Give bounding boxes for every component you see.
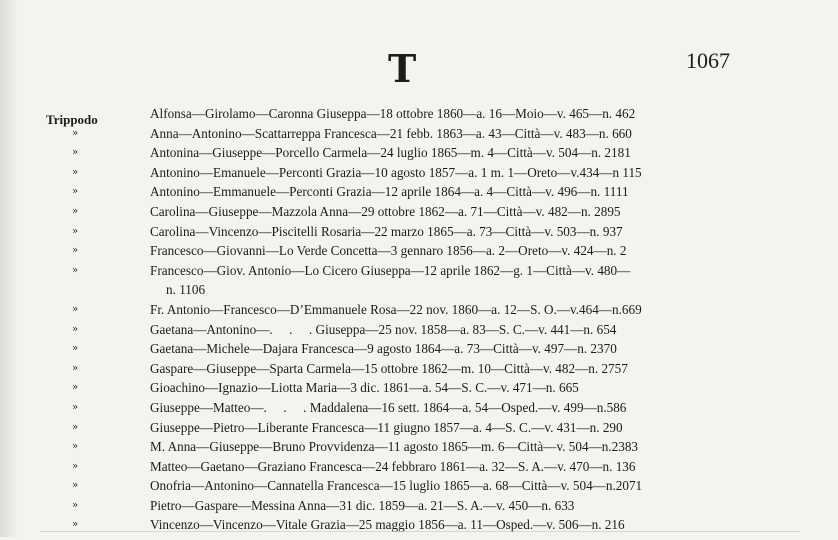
entry-text: Antonino—Emmanuele—Perconti Grazia—12 aprile 1864—a. 4—Città—v. 496—n. 1111 <box>150 184 629 200</box>
entry-list <box>0 104 838 535</box>
ditto-mark: » <box>72 362 79 374</box>
ditto-mark: » <box>72 480 79 492</box>
entry-text: M. Anna—Giuseppe—Bruno Provvidenza—11 agosto 1865—m. 6—Città—v. 504—n.2383 <box>150 439 639 455</box>
page-number: 1067 <box>686 48 730 73</box>
entry-text: Giuseppe—Pietro—Liberante Francesca—11 giugno 1857—a. 4—S. C.—v. 431—n. 290 <box>150 419 623 435</box>
ditto-mark: » <box>72 264 79 276</box>
list-item <box>0 418 838 438</box>
surname-heading: Trippodo <box>46 112 98 127</box>
ditto-mark: » <box>72 421 79 433</box>
entry-text: Carolina—Vincenzo—Piscitelli Rosaria—22 marzo 1865—a. 73—Città—v. 503—n. 937 <box>150 223 623 239</box>
entry-text: Gaetana—Michele—Dajara Francesca—9 agosto 1864—a. 73—Città—v. 497—n. 2370 <box>150 341 617 357</box>
entry-text: Gioachino—Ignazio—Liotta Maria—3 dic. 1861—a. 54—S. C.—v. 471—n. 665 <box>150 380 579 396</box>
list-item <box>0 104 838 124</box>
list-item <box>0 280 838 300</box>
list-item <box>0 202 838 222</box>
entry-text: Matteo—Gaetano—Graziano Francesca—24 febbraro 1861—a. 32—S. A.—v. 470—n. 136 <box>150 458 636 474</box>
list-item <box>0 320 838 340</box>
list-item <box>0 182 838 202</box>
list-item <box>0 378 838 398</box>
list-item <box>0 143 838 163</box>
entry-text: Alfonsa—Girolamo—Caronna Giuseppa—18 ottobre 1860—a. 16—Moio—v. 465—n. 462 <box>150 106 636 121</box>
list-item <box>0 163 838 183</box>
entry-text: Onofria—Antonino—Cannatella Francesca—15 luglio 1865—a. 68—Città—v. 504—n.2071 <box>150 478 643 494</box>
entry-text: Antonino—Emanuele—Perconti Grazia—10 agosto 1857—a. 1 m. 1—Oreto—v.434—n 115 <box>150 164 642 180</box>
list-item <box>0 457 838 477</box>
list-item <box>0 222 838 242</box>
ditto-mark: » <box>72 186 79 198</box>
entry-text: Francesco—Giov. Antonio—Lo Cicero Giuseppa—12 aprile 1862—g. 1—Città—v. 480— <box>150 262 631 278</box>
list-item <box>0 437 838 457</box>
section-letter: T <box>388 46 416 91</box>
entry-text: Gaspare—Giuseppe—Sparta Carmela—15 ottobre 1862—m. 10—Città—v. 482—n. 2757 <box>150 360 628 376</box>
list-item <box>0 241 838 261</box>
list-item <box>0 124 838 144</box>
list-item <box>0 359 838 379</box>
ditto-mark: » <box>72 166 79 178</box>
ditto-mark: » <box>72 205 79 217</box>
ditto-mark: » <box>72 147 79 159</box>
list-item <box>0 300 838 320</box>
ditto-mark: » <box>72 303 79 315</box>
entry-text: n. 1106 <box>166 282 206 298</box>
ditto-mark: » <box>72 460 79 472</box>
ditto-mark: » <box>72 499 79 511</box>
ditto-mark: » <box>72 441 79 453</box>
list-item <box>0 261 838 281</box>
ditto-mark: » <box>72 382 79 394</box>
entry-text: Fr. Antonio—Francesco—D’Emmanuele Rosa—22 nov. 1860—a. 12—S. O.—v.464—n.669 <box>150 301 642 317</box>
ditto-mark: » <box>72 225 79 237</box>
entry-text: Antonina—Giuseppe—Porcello Carmela—24 luglio 1865—m. 4—Città—v. 504—n. 2181 <box>150 145 631 161</box>
list-item <box>0 398 838 418</box>
entry-text: Giuseppe—Matteo—. . . Maddalena—16 sett. 1864—a. 54—Osped.—v. 499—n.586 <box>150 399 627 415</box>
list-item <box>0 476 838 496</box>
entry-text: Pietro—Gaspare—Messina Anna—31 dic. 1859—a. 21—S. A.—v. 450—n. 633 <box>150 497 575 513</box>
ditto-mark: » <box>72 245 79 257</box>
ditto-mark: » <box>72 343 79 355</box>
ditto-mark: » <box>72 519 79 531</box>
entry-text: Gaetana—Antonino—. . . Giuseppa—25 nov. 1858—a. 83—S. C.—v. 441—n. 654 <box>150 321 617 337</box>
ditto-mark: » <box>72 401 79 413</box>
list-item <box>0 496 838 516</box>
ditto-mark: » <box>72 323 79 335</box>
list-item <box>0 339 838 359</box>
next-entry-cut-off <box>40 531 800 540</box>
entry-text: Anna—Antonino—Scattarreppa Francesca—21 febb. 1863—a. 43—Città—v. 483—n. 660 <box>150 125 632 141</box>
entry-text: Francesco—Giovanni—Lo Verde Concetta—3 gennaro 1856—a. 2—Oreto—v. 424—n. 2 <box>150 243 627 259</box>
ditto-mark: » <box>72 127 79 139</box>
entry-text: Carolina—Giuseppe—Mazzola Anna—29 ottobre 1862—a. 71—Città—v. 482—n. 2895 <box>150 203 621 219</box>
entry-text: Vincenzo—Vincenzo—Vitale Grazia—25 maggio 1856—a. 11—Osped.—v. 506—n. 216 <box>150 517 625 533</box>
